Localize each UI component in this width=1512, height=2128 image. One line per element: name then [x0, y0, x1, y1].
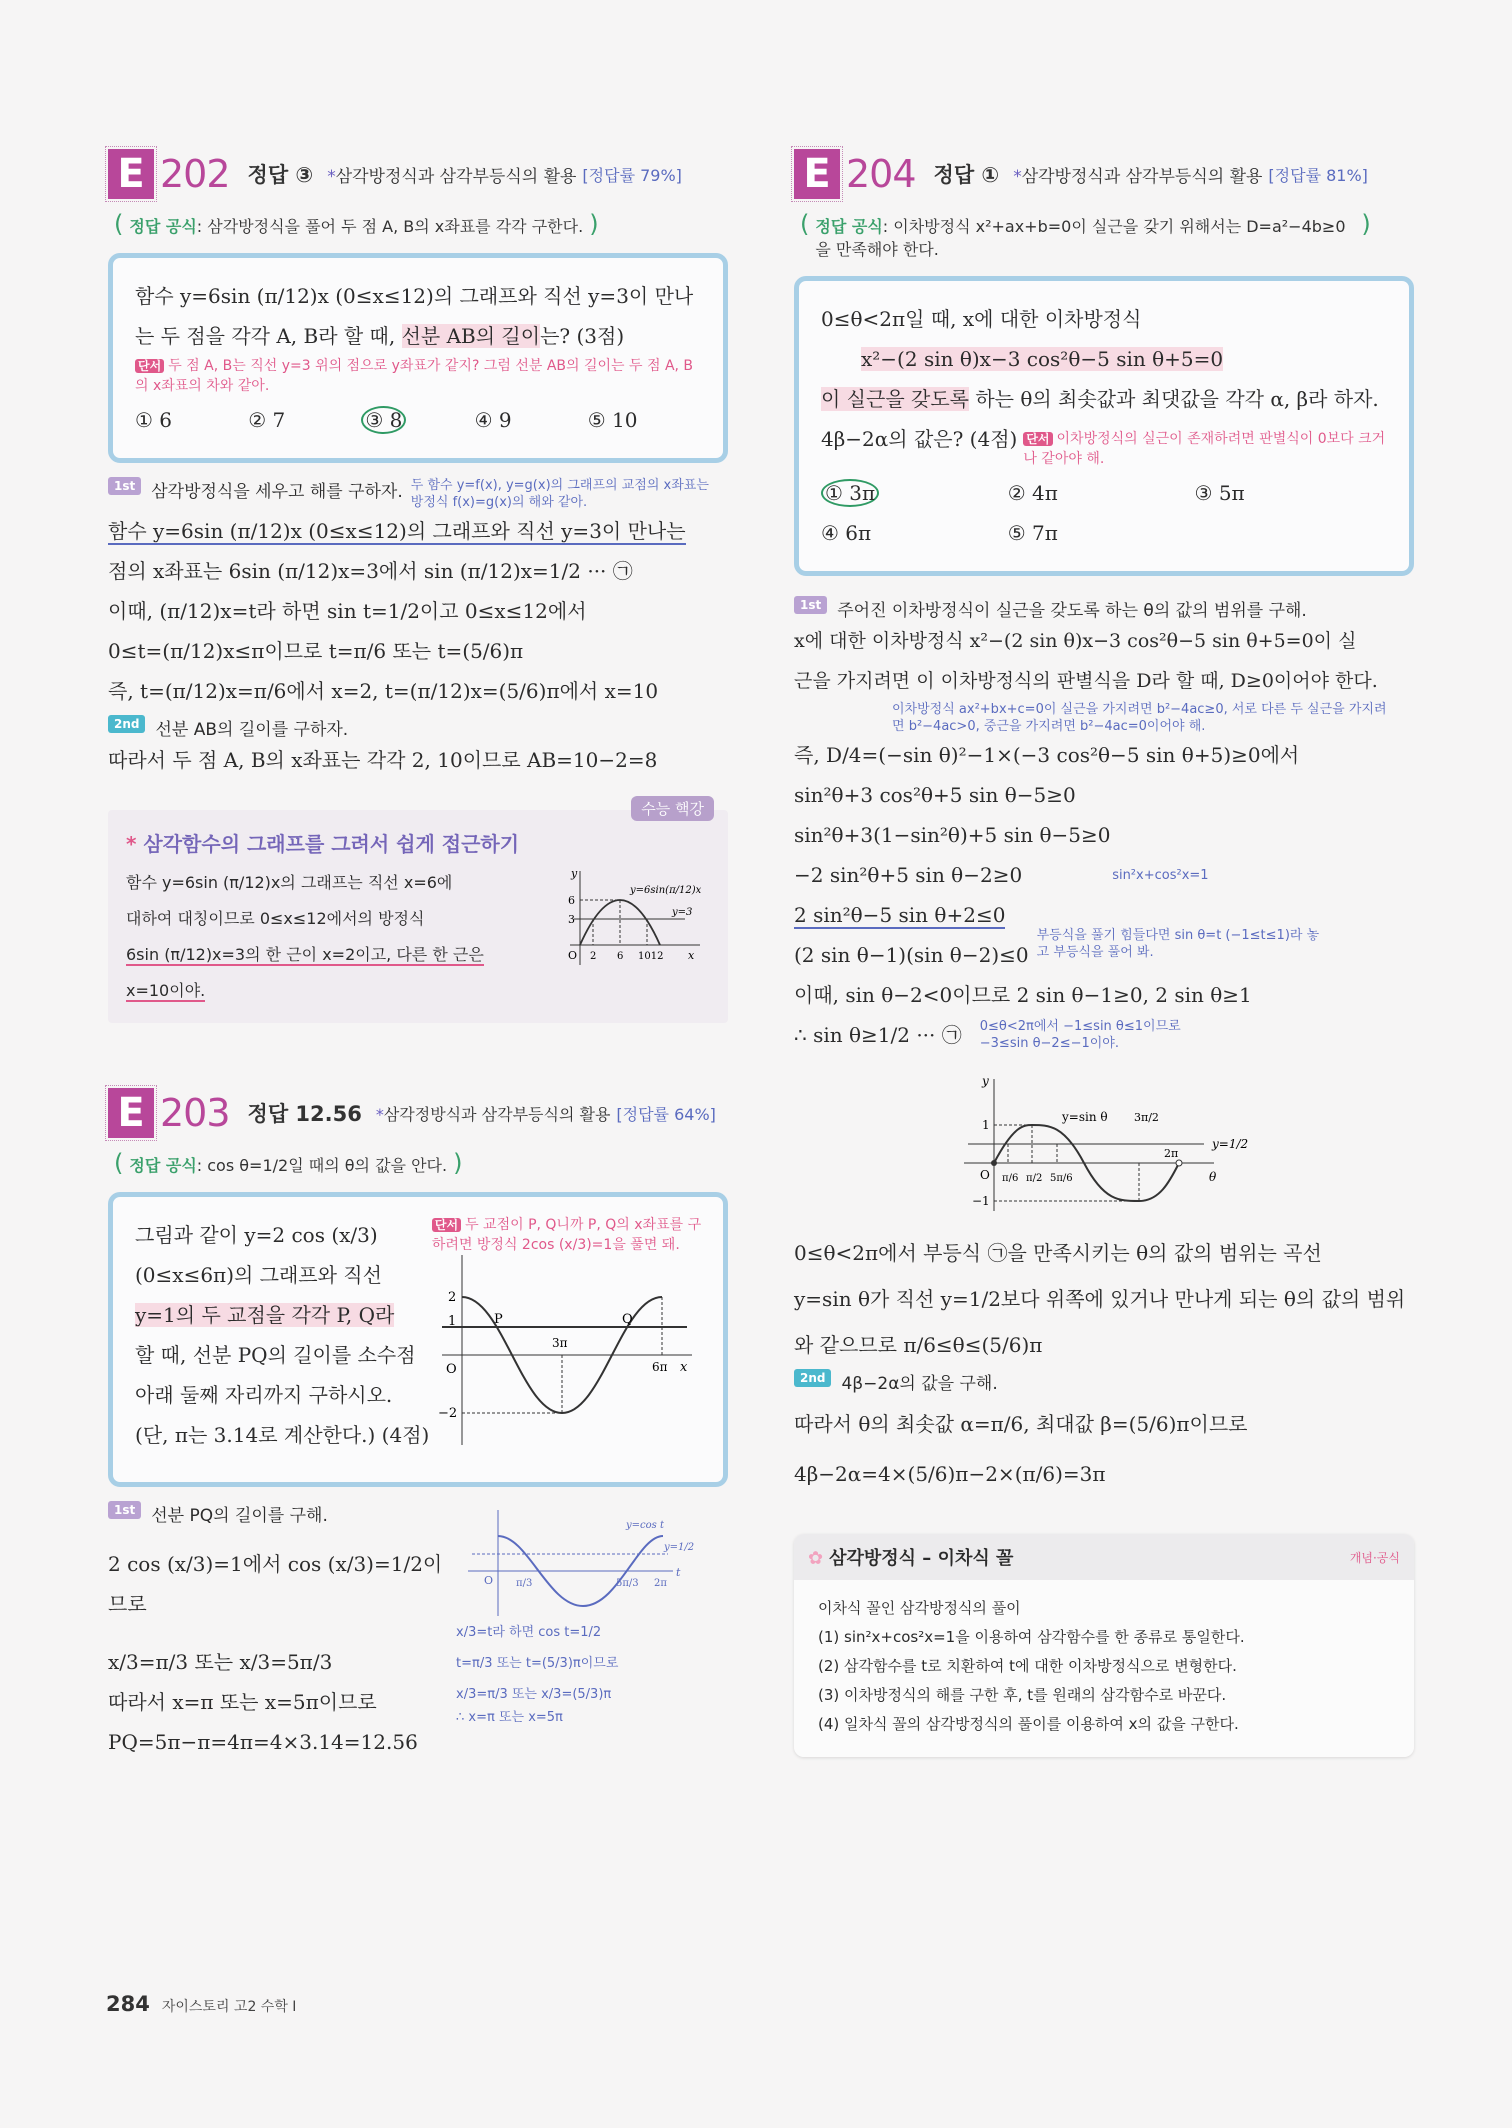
svg-text:6π: 6π: [651, 1360, 668, 1374]
svg-text:6: 6: [617, 951, 624, 962]
correct-rate: [정답률 81%]: [1268, 165, 1368, 185]
tip-box: [108, 800, 728, 1023]
svg-text:3π/2: 3π/2: [1134, 1111, 1159, 1124]
problem-badge: E: [108, 149, 154, 199]
solution-line: 4β−2α=4×(5/6)π−2×(π/6)=3π: [794, 1462, 1106, 1486]
svg-text:x: x: [679, 1360, 688, 1375]
svg-text:y: y: [982, 1074, 989, 1088]
substitution-note: 부등식을 풀기 힘들다면 sin θ=t (−1≤t≤1)라 놓고 부등식을 풀어 봐.: [1036, 928, 1320, 960]
solution-line: 따라서 두 점 A, B의 x좌표는 각각 2, 10이므로 AB=10−2=8: [108, 748, 658, 772]
page-number: 284: [106, 1992, 150, 2016]
tip-text: 함수 y=6sin (π/12)x의 그래프는 직선 x=6에 대하여 대칭이므로 0≤x≤12에서의 방정식 6sin (π/12)x=3의 한 근이 x=2이고, 다른 한 근은 x=10이야.: [126, 873, 484, 1000]
svg-text:t: t: [676, 1566, 681, 1579]
hint: 단서 두 교점이 P, Q니까 P, Q의 x좌표를 구하려면 방정식 2cos (x/3)=1을 풀면 돼.: [431, 1217, 702, 1253]
question-box-202: [108, 253, 728, 463]
solution-line: sin²θ+3 cos²θ+5 sin θ−5≥0: [794, 783, 1076, 807]
concept-title: ✿ 삼각방정식 – 이차식 꼴: [808, 1548, 1014, 1569]
svg-text:π/3: π/3: [516, 1578, 533, 1589]
svg-text:x: x: [688, 949, 695, 962]
choice-5[interactable]: ⑤ 7π: [1007, 521, 1058, 545]
choice-4[interactable]: ④ 9: [474, 408, 512, 432]
identity-note: sin²x+cos²x=1: [1112, 867, 1209, 883]
solution-line: y=sin θ가 직선 y=1/2보다 위쪽에 있거나 만나게 되는 θ의 값의 범위: [794, 1287, 1406, 1311]
answer-choices: [135, 400, 701, 440]
answer-formula: ( 정답 공식 : cos θ=1/2일 때의 θ의 값을 안다. ): [114, 1149, 463, 1177]
svg-text:O: O: [980, 1168, 990, 1182]
topic: *삼각정방식과 삼각부등식의 활용: [375, 1104, 611, 1124]
svg-text:−1: −1: [972, 1194, 990, 1208]
solution-line: x/3=π/3 또는 x/3=5π/3: [108, 1650, 333, 1674]
choice-1[interactable]: ① 6: [135, 408, 173, 432]
svg-text:Q: Q: [621, 1312, 633, 1327]
cos-t-graph: [458, 1506, 698, 1616]
step-1st: 1st 주어진 이차방정식이 실근을 갖도록 하는 θ의 값의 범위를 구해.: [794, 596, 1414, 621]
concept-item: (3) 이차방정식의 해를 구한 후, t를 원래의 삼각함수로 바꾼다.: [818, 1686, 1227, 1704]
question-text: 함수 y=6sin (π/12)x (0≤x≤12)의 그래프와 직선 y=3이 만나: [135, 284, 694, 308]
book-title: 자이스토리 고2 수학 I: [161, 1999, 297, 2015]
topic: *삼각방정식과 삼각부등식의 활용: [327, 166, 577, 187]
side-note: x/3=t라 하면 cos t=1/2: [456, 1625, 602, 1640]
side-note: x/3=π/3 또는 x/3=(5/3)π: [456, 1687, 612, 1702]
problem-header-204: [794, 148, 1414, 200]
svg-text:2π: 2π: [1164, 1147, 1179, 1160]
solution-line: 점의 x좌표는 6sin (π/12)x=3에서 sin (π/12)x=1/2 ··· ㉠: [108, 559, 633, 583]
problem-number: 202: [160, 152, 230, 196]
answer-choices: [821, 473, 1387, 553]
solution-line: PQ=5π−π=4π=4×3.14=12.56: [108, 1730, 418, 1754]
concept-item: (4) 일차식 꼴의 삼각방정식의 풀이를 이용하여 x의 값을 구한다.: [818, 1715, 1239, 1733]
problem-header-202: [108, 148, 728, 200]
solution-line: 0≤t=(π/12)x≤π이므로 t=π/6 또는 t=(5/6)π: [108, 639, 524, 663]
sine-graph-202: [560, 865, 710, 975]
svg-text:y=6sin(π/12)x: y=6sin(π/12)x: [630, 885, 702, 896]
svg-text:y: y: [571, 867, 578, 880]
step-2nd: 2nd 선분 AB의 길이를 구하자.: [108, 715, 728, 740]
svg-text:y=1/2: y=1/2: [664, 1542, 695, 1553]
range-note: −3≤sin θ−2≤−1이야.: [979, 1036, 1119, 1051]
answer-formula: ( 정답 공식: 이차방정식 x²+ax+b=0이 실근을 갖기 위해서는 D=a²−4b≥0을 만족해야 한다. ): [800, 210, 1371, 259]
topic: *삼각방정식과 삼각부등식의 활용: [1013, 166, 1263, 187]
svg-text:O: O: [568, 949, 578, 962]
question-text: 0≤θ<2π일 때, x에 대한 이차방정식: [821, 307, 1142, 331]
svg-text:y=3: y=3: [672, 907, 693, 918]
discriminant-note: 이차방정식 ax²+bx+c=0이 실근을 가지려면 b²−4ac≥0, 서로 다른 두 실근을 가지려면 b²−4ac>0, 중근을 가지려면 b²−4ac=0이어야 해.: [892, 702, 1387, 734]
concept-box: [794, 1534, 1414, 1757]
range-note: 0≤θ<2π에서 −1≤sin θ≤1이므로: [979, 1019, 1181, 1034]
svg-text:1: 1: [982, 1118, 990, 1132]
solution-line: 2 sin²θ−5 sin θ+2≤0: [794, 903, 1006, 927]
question-box-203: [108, 1192, 728, 1487]
right-column: [794, 148, 1414, 1757]
tip-badge: 수능 핵강: [631, 796, 714, 821]
svg-text:1: 1: [447, 1314, 457, 1329]
solution-line: 이때, (π/12)x=t라 하면 sin t=1/2이고 0≤x≤12에서: [108, 599, 587, 623]
cos-graph-203: [432, 1255, 702, 1455]
solution-line: ∴ sin θ≥1/2 ··· ㉠: [794, 1023, 962, 1047]
svg-text:5π/3: 5π/3: [616, 1578, 639, 1589]
correct-rate: [정답률 79%]: [582, 165, 682, 185]
svg-text:2: 2: [447, 1290, 457, 1305]
choice-1-selected[interactable]: ① 3π: [821, 473, 1008, 513]
svg-text:1012: 1012: [638, 951, 664, 962]
choice-3-selected[interactable]: ③ 8: [361, 400, 474, 440]
side-note: ∴ x=π 또는 x=5π: [456, 1710, 563, 1725]
solution-line: 즉, t=(π/12)x=π/6에서 x=2, t=(π/12)x=(5/6)π에서 x=10: [108, 679, 659, 703]
problem-number: 204: [846, 152, 916, 196]
svg-text:2π: 2π: [654, 1578, 667, 1589]
concept-kind: 개념·공식: [1349, 1550, 1400, 1565]
concept-heading: 이차식 꼴인 삼각방정식의 풀이: [818, 1599, 1021, 1617]
question-box-204: [794, 276, 1414, 576]
solution-line: 와 같으므로 π/6≤θ≤(5/6)π: [794, 1333, 1043, 1357]
solution-line: −2 sin²θ+5 sin θ−2≥0: [794, 863, 1023, 887]
page-footer: [106, 1992, 296, 2016]
solution-line: 0≤θ<2π에서 부등식 ㉠을 만족시키는 θ의 값의 범위는 곡선: [794, 1241, 1322, 1265]
solution-line: 함수 y=6sin (π/12)x (0≤x≤12)의 그래프와 직선 y=3이 만나는: [108, 519, 686, 543]
svg-text:π/2: π/2: [1026, 1173, 1043, 1184]
problem-badge: E: [108, 1088, 154, 1138]
question-text: 는 두 점을 각각 A, B라 할 때, 선분 AB의 길이는? (3점): [135, 324, 625, 348]
svg-text:y=1/2: y=1/2: [1212, 1137, 1249, 1151]
solution-line: 즉, D/4=(−sin θ)²−1×(−3 cos²θ−5 sin θ+5)≥0에서: [794, 743, 1300, 767]
flower-icon: ✿: [808, 1548, 824, 1569]
hint: 단서 이차방정식의 실근이 존재하려면 판별식이 0보다 크거나 같아야 해.: [1023, 431, 1386, 467]
concept-item: (2) 삼각함수를 t로 치환하여 t에 대한 이차방정식으로 변형한다.: [818, 1657, 1237, 1675]
answer-label: 정답 ①: [933, 163, 1000, 187]
svg-text:5π/6: 5π/6: [1050, 1173, 1073, 1184]
answer-label: 정답 ③: [247, 163, 314, 187]
svg-text:O: O: [484, 1574, 494, 1587]
answer-label: 정답 12.56: [247, 1102, 362, 1126]
svg-text:3: 3: [568, 913, 575, 926]
question-text: 4β−2α의 값은? (4점): [821, 427, 1018, 451]
solution-line: 따라서 θ의 최솟값 α=π/6, 최대값 β=(5/6)π이므로: [794, 1412, 1248, 1436]
svg-text:y=cos t: y=cos t: [626, 1520, 664, 1531]
svg-text:O: O: [445, 1362, 457, 1377]
choice-5[interactable]: ⑤ 10: [587, 408, 638, 432]
choice-2[interactable]: ② 7: [248, 408, 286, 432]
solution-line: 2 cos (x/3)=1에서 cos (x/3)=1/2이므로: [108, 1552, 443, 1616]
svg-text:6: 6: [568, 894, 575, 907]
problem-badge: E: [794, 149, 840, 199]
hint: 단서 두 점 A, B는 직선 y=3 위의 점으로 y좌표가 같지? 그럼 선분 AB의 길이는 두 점 A, B의 x좌표의 차와 같아.: [135, 358, 694, 394]
problem-number: 203: [160, 1091, 230, 1135]
choice-2[interactable]: ② 4π: [1007, 481, 1058, 505]
solution-line: sin²θ+3(1−sin²θ)+5 sin θ−5≥0: [794, 823, 1111, 847]
solution-line: (2 sin θ−1)(sin θ−2)≤0: [794, 943, 1029, 967]
step-1st: 1st 선분 PQ의 길이를 구해.: [108, 1501, 728, 1526]
choice-3[interactable]: ③ 5π: [1194, 481, 1245, 505]
concept-item: (1) sin²x+cos²x=1을 이용하여 삼각함수를 한 종류로 통일한다.: [818, 1628, 1245, 1646]
svg-text:2: 2: [590, 951, 597, 962]
svg-text:θ: θ: [1209, 1170, 1217, 1184]
question-text: 그림과 같이 y=2 cos (x/3) (0≤x≤6π)의 그래프와 직선 y=1의 두 교점을 각각 P, Q라 할 때, 선분 PQ의 길이를 소수점 아래 둘째 자리까지 구하시오. (단, π는 3.14로 계산한다.) (4점): [135, 1223, 430, 1447]
problem-header-203: [108, 1087, 728, 1139]
sin-theta-graph: [944, 1073, 1284, 1213]
side-note: t=π/3 또는 t=(5/3)π이므로: [456, 1656, 619, 1671]
step-2nd: 2nd 4β−2α의 값을 구해.: [794, 1369, 1414, 1394]
solution-line: 따라서 x=π 또는 x=5π이므로: [108, 1690, 377, 1714]
question-equation: x²−(2 sin θ)x−3 cos²θ−5 sin θ+5=0: [861, 347, 1224, 371]
solution-line: 이때, sin θ−2<0이므로 2 sin θ−1≥0, 2 sin θ≥1: [794, 983, 1252, 1007]
correct-rate: [정답률 64%]: [616, 1104, 716, 1124]
choice-4[interactable]: ④ 6π: [821, 521, 872, 545]
answer-formula: ( 정답 공식 : 삼각방정식을 풀어 두 점 A, B의 x좌표를 각각 구한다. ): [114, 210, 599, 238]
left-column: [108, 148, 728, 1762]
tip-title: * 삼각함수의 그래프를 그려서 쉽게 접근하기: [126, 832, 520, 856]
svg-text:−2: −2: [437, 1406, 458, 1421]
step-1st: 1st 삼각방정식을 세우고 해를 구하자. 두 함수 y=f(x), y=g(x)의 그래프의 교점의 x좌표는 방정식 f(x)=g(x)의 해와 같아.: [108, 477, 728, 511]
svg-text:P: P: [493, 1312, 503, 1327]
solution-line: 근을 가지려면 이 이차방정식의 판별식을 D라 할 때, D≥0이어야 한다.: [794, 670, 1378, 692]
svg-text:3π: 3π: [551, 1336, 568, 1350]
svg-text:π/6: π/6: [1002, 1173, 1019, 1184]
question-text: 이 실근을 갖도록 하는 θ의 최솟값과 최댓값을 각각 α, β라 하자.: [821, 387, 1379, 411]
svg-text:y=sin θ: y=sin θ: [1062, 1110, 1108, 1124]
solution-line: x에 대한 이차방정식 x²−(2 sin θ)x−3 cos²θ−5 sin θ+5=0이 실: [794, 630, 1357, 652]
